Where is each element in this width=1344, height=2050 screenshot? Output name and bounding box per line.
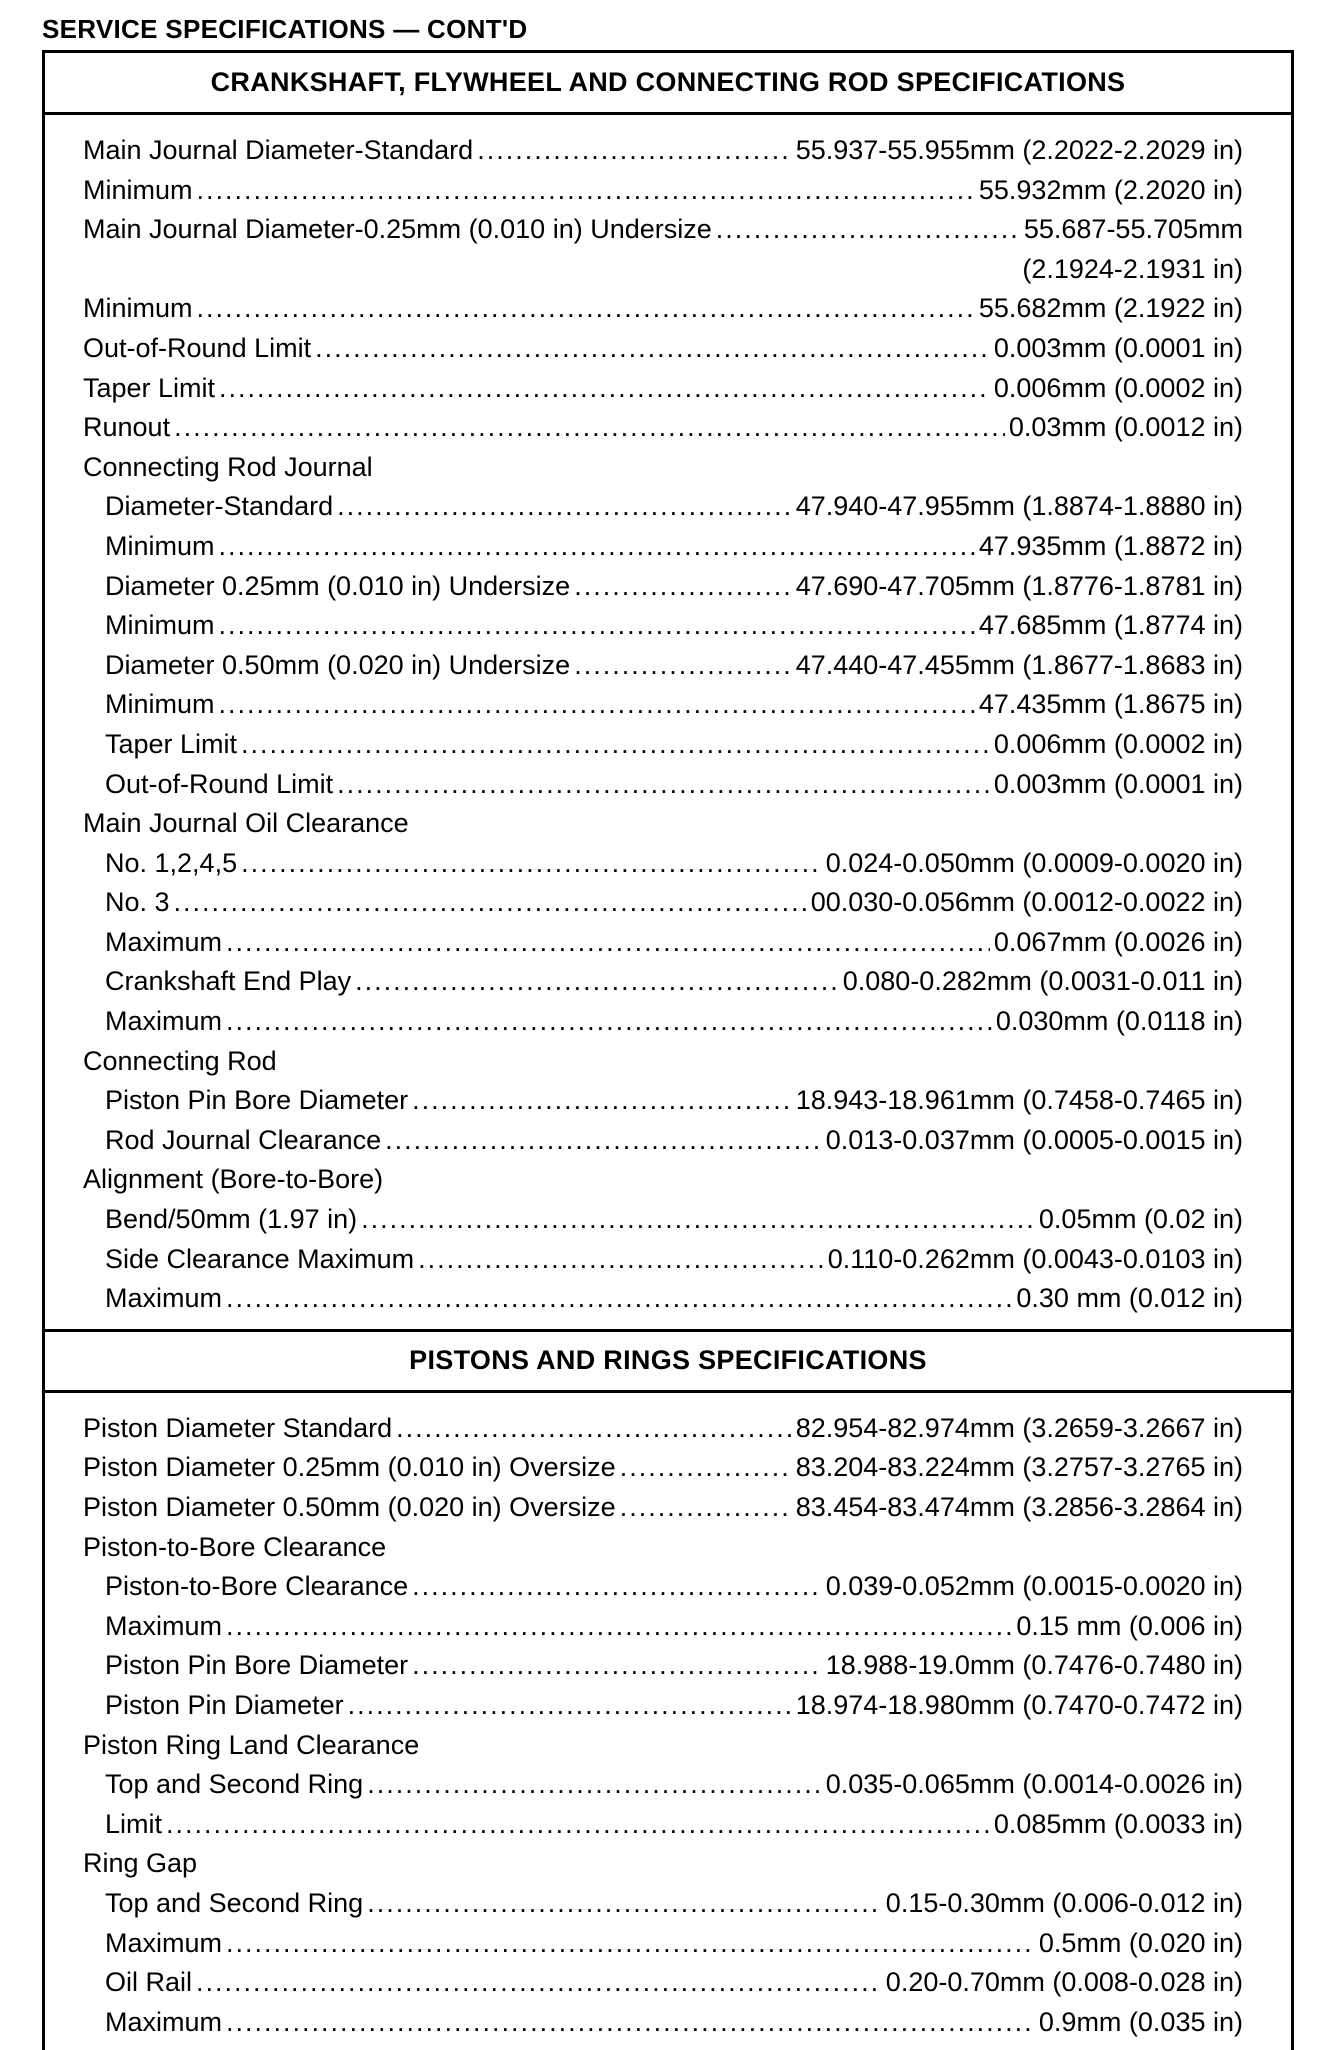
dot-leader — [477, 131, 792, 171]
spec-row — [83, 1844, 1243, 1884]
spec-value: 0.085mm (0.0033 in) — [993, 1808, 1243, 1839]
spec-label: Maximum — [105, 1006, 223, 1037]
spec-label: Top and Second Ring — [105, 1887, 364, 1918]
spec-label: Maximum — [105, 926, 223, 957]
spec-row — [83, 606, 1243, 646]
spec-value: 0.039-0.052mm (0.0015-0.0020 in) — [825, 1571, 1243, 1602]
spec-row — [83, 448, 1243, 488]
spec-row — [83, 1002, 1243, 1042]
spec-value: 47.685mm (1.8774 in) — [978, 610, 1243, 641]
spec-row — [83, 844, 1243, 884]
spec-value: 0.20-0.70mm (0.008-0.028 in) — [885, 1967, 1243, 1998]
dot-leader — [412, 1081, 792, 1121]
spec-label: Minimum — [105, 610, 215, 641]
spec-label: Piston Diameter Standard — [83, 1412, 393, 1443]
spec-value: 18.943-18.961mm (0.7458-0.7465 in) — [795, 1085, 1243, 1116]
spec-label: Bend/50mm (1.97 in) — [105, 1204, 358, 1235]
spec-value: 55.932mm (2.2020 in) — [978, 174, 1243, 205]
spec-value: 0.067mm (0.0026 in) — [993, 926, 1243, 957]
spec-value: 83.204-83.224mm (3.2757-3.2765 in) — [795, 1452, 1243, 1483]
dot-leader — [716, 210, 1020, 250]
dot-leader — [367, 1765, 822, 1805]
spec-value: 55.687-55.705mm — [1023, 214, 1243, 245]
spec-row — [83, 250, 1243, 290]
dot-leader — [396, 1409, 792, 1449]
spec-label: Taper Limit — [83, 372, 216, 403]
spec-row — [83, 2003, 1243, 2043]
spec-label: Maximum — [105, 2006, 223, 2037]
spec-value: 0.110-0.262mm (0.0043-0.0103 in) — [827, 1243, 1243, 1274]
spec-label: Diameter 0.50mm (0.020 in) Undersize — [105, 649, 571, 680]
spec-row — [83, 1160, 1243, 1200]
dot-leader — [219, 685, 975, 725]
spec-label: Piston Diameter 0.25mm (0.010 in) Oversize — [83, 1452, 616, 1483]
spec-label: Piston-to-Bore Clearance — [83, 1531, 387, 1562]
spec-label: Maximum — [105, 1610, 223, 1641]
spec-value: 47.435mm (1.8675 in) — [978, 689, 1243, 720]
spec-row — [83, 171, 1243, 211]
spec-value: 47.935mm (1.8872 in) — [978, 530, 1243, 561]
dot-leader — [412, 1646, 822, 1686]
spec-row — [83, 487, 1243, 527]
pistons-rings-section — [45, 1329, 1291, 2043]
spec-row — [83, 1805, 1243, 1845]
spec-value: 83.454-83.474mm (3.2856-3.2864 in) — [795, 1492, 1243, 1522]
spec-label: Minimum — [105, 689, 215, 720]
spec-table — [42, 50, 1294, 2050]
spec-row — [83, 289, 1243, 329]
spec-row — [83, 765, 1243, 805]
dot-leader — [226, 1924, 1035, 1964]
spec-row — [83, 923, 1243, 963]
dot-leader — [166, 1805, 990, 1845]
dot-leader — [385, 1121, 822, 1161]
spec-label: Piston Ring Land Clearance — [83, 1729, 420, 1760]
spec-row — [83, 567, 1243, 607]
spec-row — [83, 1884, 1243, 1924]
dot-leader — [337, 765, 990, 805]
spec-value: 18.974-18.980mm (0.7470-0.7472 in) — [795, 1689, 1243, 1720]
dot-leader — [574, 646, 792, 686]
section-title: CRANKSHAFT, FLYWHEEL AND CONNECTING ROD SPECIFICATIONS — [45, 53, 1291, 115]
spec-label: Crankshaft End Play — [105, 966, 352, 997]
dot-leader — [174, 408, 1005, 448]
spec-value: 0.30 mm (0.012 in) — [1016, 1283, 1243, 1314]
spec-row — [83, 1765, 1243, 1805]
spec-value: 0.15 mm (0.006 in) — [1016, 1610, 1243, 1641]
spec-label: Side Clearance Maximum — [105, 1243, 415, 1274]
dot-leader — [241, 725, 990, 765]
dot-leader — [197, 171, 975, 211]
dot-leader — [348, 1686, 792, 1726]
dot-leader — [620, 1448, 792, 1488]
dot-leader — [337, 487, 792, 527]
spec-value: 0.024-0.050mm (0.0009-0.0020 in) — [825, 847, 1243, 878]
spec-row — [83, 804, 1243, 844]
spec-value: 0.035-0.065mm (0.0014-0.0026 in) — [825, 1769, 1243, 1800]
spec-row — [83, 329, 1243, 369]
spec-label: Piston Diameter 0.50mm (0.020 in) Oversize — [83, 1492, 616, 1522]
spec-row — [83, 1726, 1243, 1766]
spec-label: Minimum — [83, 174, 193, 205]
spec-label: Taper Limit — [105, 728, 238, 759]
dot-leader — [361, 1200, 1035, 1240]
dot-leader — [412, 1567, 822, 1607]
spec-label: Out-of-Round Limit — [83, 332, 312, 363]
dot-leader — [418, 1240, 824, 1280]
spec-row — [83, 1042, 1243, 1082]
spec-value: 82.954-82.974mm (3.2659-3.2667 in) — [795, 1412, 1243, 1443]
spec-row — [83, 1200, 1243, 1240]
dot-leader — [241, 844, 822, 884]
spec-row — [83, 1121, 1243, 1161]
dot-leader — [174, 883, 807, 923]
spec-row — [83, 1279, 1243, 1319]
spec-row — [83, 962, 1243, 1002]
dot-leader — [574, 567, 792, 607]
spec-row — [83, 1924, 1243, 1964]
dot-leader — [355, 962, 839, 1002]
spec-value: 18.988-19.0mm (0.7476-0.7480 in) — [825, 1650, 1243, 1681]
spec-value: 47.440-47.455mm (1.8677-1.8683 in) — [795, 649, 1243, 680]
spec-value: 0.006mm (0.0002 in) — [993, 372, 1243, 403]
dot-leader — [620, 1488, 792, 1528]
dot-leader — [219, 527, 975, 567]
spec-value: 0.003mm (0.0001 in) — [993, 768, 1243, 799]
spec-label: Main Journal Oil Clearance — [83, 808, 409, 839]
spec-row — [83, 1448, 1243, 1488]
spec-label: Piston Pin Bore Diameter — [105, 1650, 409, 1681]
spec-label: Minimum — [105, 530, 215, 561]
spec-label: Maximum — [105, 1927, 223, 1958]
spec-row — [83, 527, 1243, 567]
spec-value: 00.030-0.056mm (0.0012-0.0022 in) — [810, 887, 1243, 918]
spec-row — [83, 210, 1243, 250]
spec-label: Maximum — [105, 1283, 223, 1314]
dot-leader — [196, 1963, 882, 2003]
spec-label: No. 1,2,4,5 — [105, 847, 238, 878]
spec-label: Main Journal Diameter-Standard — [83, 135, 474, 165]
spec-label: Diameter 0.25mm (0.010 in) Undersize — [105, 570, 571, 601]
spec-row — [83, 1607, 1243, 1647]
section-title: PISTONS AND RINGS SPECIFICATIONS — [45, 1329, 1291, 1393]
dot-leader — [367, 1884, 882, 1924]
spec-value: 0.030mm (0.0118 in) — [995, 1006, 1243, 1037]
spec-row — [83, 1409, 1243, 1449]
spec-label: Runout — [83, 412, 171, 443]
spec-label: Connecting Rod — [83, 1045, 277, 1076]
spec-value: 0.013-0.037mm (0.0005-0.0015 in) — [825, 1124, 1243, 1155]
spec-value: (2.1924-2.1931 in) — [1022, 253, 1243, 284]
spec-label: Diameter-Standard — [105, 491, 334, 522]
spec-value: 0.03mm (0.0012 in) — [1008, 412, 1243, 443]
spec-row — [83, 725, 1243, 765]
page-heading: SERVICE SPECIFICATIONS — CONT'D — [42, 14, 528, 44]
dot-leader — [219, 369, 990, 409]
spec-row — [83, 646, 1243, 686]
spec-row — [83, 1963, 1243, 2003]
spec-row — [83, 1686, 1243, 1726]
spec-label: No. 3 — [105, 887, 170, 918]
spec-value: 55.937-55.955mm (2.2022-2.2029 in) — [795, 135, 1243, 165]
spec-value: 0.080-0.282mm (0.0031-0.011 in) — [842, 966, 1243, 997]
dot-leader — [226, 1607, 1012, 1647]
spec-label: Connecting Rod Journal — [83, 451, 373, 482]
spec-row — [83, 1567, 1243, 1607]
spec-row — [83, 369, 1243, 409]
spec-value: 0.15-0.30mm (0.006-0.012 in) — [885, 1887, 1243, 1918]
spec-label: Ring Gap — [83, 1848, 198, 1879]
spec-value: 47.690-47.705mm (1.8776-1.8781 in) — [795, 570, 1243, 601]
spec-rows — [45, 115, 1291, 1319]
spec-row — [83, 1528, 1243, 1568]
spec-row — [83, 131, 1243, 171]
spec-row — [83, 408, 1243, 448]
spec-label: Main Journal Diameter-0.25mm (0.010 in) Undersize — [83, 214, 712, 245]
spec-value: 55.682mm (2.1922 in) — [978, 293, 1243, 324]
spec-label: Alignment (Bore-to-Bore) — [83, 1164, 384, 1195]
spec-label: Piston Pin Diameter — [105, 1689, 344, 1720]
spec-value: 0.5mm (0.020 in) — [1038, 1927, 1243, 1958]
spec-rows — [45, 1393, 1291, 2043]
dot-leader — [197, 289, 975, 329]
spec-value: 0.003mm (0.0001 in) — [993, 332, 1243, 363]
dot-leader — [226, 1279, 1012, 1319]
spec-row — [83, 1081, 1243, 1121]
spec-label: Top and Second Ring — [105, 1769, 364, 1800]
dot-leader — [226, 923, 990, 963]
dot-leader — [315, 329, 990, 369]
spec-label: Piston Pin Bore Diameter — [105, 1085, 409, 1116]
spec-row — [83, 883, 1243, 923]
dot-leader — [226, 2003, 1035, 2043]
spec-label: Oil Rail — [105, 1967, 193, 1998]
spec-row — [83, 1488, 1243, 1528]
spec-label: Out-of-Round Limit — [105, 768, 334, 799]
spec-row — [83, 1240, 1243, 1280]
spec-label: Piston-to-Bore Clearance — [105, 1571, 409, 1602]
dot-leader — [226, 1002, 992, 1042]
spec-value: 0.9mm (0.035 in) — [1038, 2006, 1243, 2037]
spec-row — [83, 685, 1243, 725]
crankshaft-section — [45, 53, 1291, 1319]
dot-leader — [219, 606, 975, 646]
spec-row — [83, 1646, 1243, 1686]
spec-label: Rod Journal Clearance — [105, 1124, 382, 1155]
spec-value: 0.05mm (0.02 in) — [1038, 1204, 1243, 1235]
spec-value: 47.940-47.955mm (1.8874-1.8880 in) — [795, 491, 1243, 522]
spec-label: Limit — [105, 1808, 163, 1839]
spec-label: Minimum — [83, 293, 193, 324]
spec-value: 0.006mm (0.0002 in) — [993, 728, 1243, 759]
